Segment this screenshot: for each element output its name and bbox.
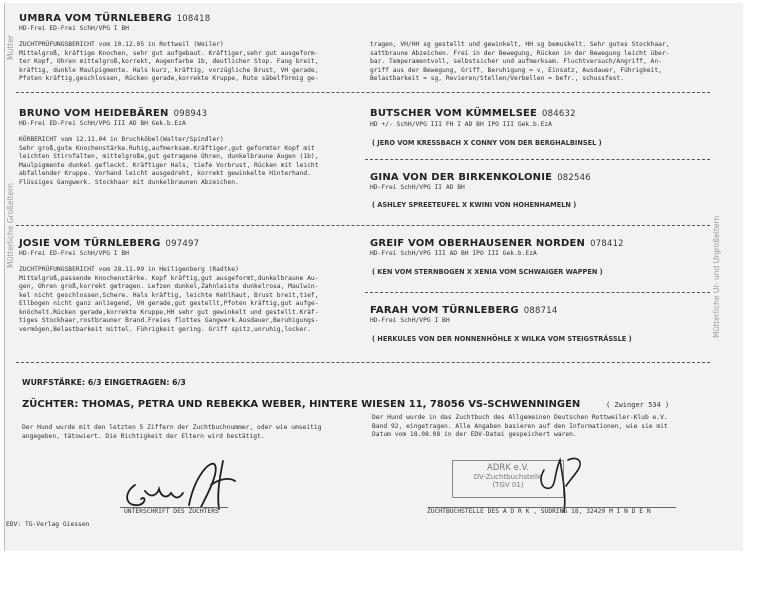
divider — [16, 362, 710, 363]
text-line: Sehr groß,gute Knochenstärke.Ruhig,aufmerksam.Kräftiger,gut geformter Kopf mit — [19, 144, 315, 152]
registry-signature-label: ZUCHTBUCHSTELLE DES A D R K , SÜDRING 18, 32429 M I N D E N — [427, 508, 651, 515]
grandfather-number: 098943 — [173, 109, 208, 119]
text-line: Pfoten kräftig,geschlossen, Rücken gerade,korrekte Kruppe, Rute säbelförmig ge- — [19, 75, 319, 82]
text-line: tiges Stockhaar,rostbrauner Brand.Freies flottes Gangwerk.Ausdauer,Beruhigungs- — [19, 317, 319, 324]
text-line: ter Kopf, Ohren mittelgroß,korrekt, Augenfarbe 1b, deutlicher Stop. Fang breit, — [19, 58, 319, 65]
breeder-row — [22, 392, 669, 411]
stamp-line: ADRK e.V. — [487, 463, 529, 473]
mother-name: UMBRA VOM TÜRNLEBERG — [19, 13, 172, 24]
grandfather-titles: HD-Frei ED-Frei SchH/VPG III AD BH Gek.b.EzA — [19, 120, 186, 127]
great-grandparent-number: 082546 — [557, 173, 591, 183]
text-line: Mittelgroß,passende Knochenstärke. Kopf kräftig,gut ausgeformt,dunkelbraune Au- — [19, 274, 319, 282]
kennel-number: ( Zwinger 534 ) — [605, 401, 670, 409]
great-grandparent-name: GREIF VOM OBERHAUSENER NORDEN — [370, 238, 586, 249]
text-line: Der Hund wurde in das Zuchtbuch des Allgemeinen Deutschen Rottweiler-Klub e.V. — [372, 414, 668, 421]
great-grandparent-parents: ( KEN VOM STERNBOGEN X XENIA VOM SCHWAIGER WAPPEN ) — [372, 268, 603, 276]
great-grandparent-number: 084632 — [542, 109, 576, 119]
great-grandparent-number: 078412 — [590, 239, 624, 249]
divider — [365, 292, 710, 293]
breeder-signature — [115, 455, 255, 515]
side-label-maternal-great-grandparents: Mütterliche Ur- und Urgroßeltern — [712, 215, 721, 338]
text-line: abfallender Kruppe. Vorhand leicht ausgedreht, korrekt gewinkelte Hinterhand. — [19, 170, 311, 177]
grandfather-name-row — [19, 108, 207, 119]
great-grandparent-titles: HD-Frei SchH/VPG III AD BH IPO III Gek.b.EzA — [370, 250, 537, 257]
great-grandparent-name-row — [370, 305, 557, 316]
note-left — [22, 424, 322, 441]
text-line: Band 92, eingetragen. Alle Angaben basieren auf den Informationen, wie sie mit — [372, 422, 668, 430]
text-line: kräftig, dunkle Maulpigmente. Hals kurz, kräftig, vorzügliche Brust, VH gerade, — [19, 66, 319, 74]
great-grandparent-number: 088714 — [523, 306, 558, 316]
text-line: Der Hund wurde mit den letzten 5 Ziffern der Zuchtbuchnummer, oder wie umseitig — [22, 424, 322, 431]
great-grandparent-name-row — [370, 238, 624, 249]
litter-size: WURFSTÄRKE: 6/3 EINGETRAGEN: 6/3 — [22, 378, 186, 387]
grandfather-report — [19, 136, 319, 187]
text-line: Maulpigmente dunkel gefleckt. Kräftiger Hals, tiefe Vorbrust, Rücken mit leicht — [19, 161, 319, 169]
grandmother-titles: HD-Frei ED-Frei SchH/VPG I BH — [19, 250, 129, 257]
mother-number: 108418 — [176, 14, 211, 24]
text-line: gen, Ohren groß,korrekt getragen. Lefzen dunkel,Zahnleiste dunkelrosa, Maulwin- — [19, 283, 319, 290]
text-line: tragen, VH/HH sg gestellt und gewinkelt, HH sg bemuskelt. Sehr gutes Stockhaar, — [370, 41, 670, 48]
grandmother-name-row — [19, 238, 199, 249]
text-line: Mittelgroß, kräftige Knochen, sehr gut aufgebaut. Kräftiger,sehr gut ausgeform- — [19, 49, 319, 57]
text-line: kel nicht geschlossen,Schere. Hals kräftig, leichte Kehlhaut, Brust breit,tief, — [19, 291, 319, 299]
side-label-maternal-grandparents: Mütterliche Großeltern — [6, 183, 15, 268]
grandmother-name: JOSIE VOM TÜRNLEBERG — [19, 238, 161, 249]
text-line: griff aus der Bewegung, Griff, Beruhigung = v, Einsatz, Ausdauer, Führigkeit, — [370, 66, 662, 74]
text-line: Ellbogen nicht ganz anliegend, VH gerade,gut gestellt,Pfoten kräftig,gut aufge- — [19, 300, 319, 307]
text-line: knöchelt.Rücken gerade,korrekte Kruppe,HH sehr gut gewinkelt und gestellt.Kräf- — [19, 308, 319, 316]
side-label-mother: Mutter — [6, 35, 15, 60]
grandmother-number: 097497 — [165, 239, 200, 249]
great-grandparent-parents: ( JERO VOM KRESSBACH X CONNY VON DER BERGHALBINSEL ) — [372, 139, 602, 147]
divider — [16, 225, 710, 226]
mother-titles: HD-Frei ED-Frei SchH/VPG I BH — [19, 25, 129, 32]
text-line: Belastbarkeit = sg, Revieren/Stellen/Verbellen = befr., schussfest. — [370, 75, 625, 82]
mother-report-right — [370, 41, 670, 84]
note-right — [372, 414, 668, 440]
breeder: ZÜCHTER: THOMAS, PETRA UND REBEKKA WEBER, HINTERE WIESEN 11, 78056 VS-SCHWENNINGEN — [22, 399, 581, 410]
mother-report-left — [19, 41, 319, 84]
grandfather-report-heading: KÖRBERICHT vom 12.11.04 in Bruchköbel(Walter/Spindler) — [19, 136, 224, 143]
grandmother-report — [19, 266, 319, 334]
great-grandparent-parents: ( HERKULES VON DER NONNENHÖHLE X WILKA VOM STEIGSTRÄSSLE ) — [372, 335, 632, 343]
text-line: Flüssiges Gangwerk. Stockhaar mit dunkelbraunen Abzeichen. — [19, 178, 239, 186]
stamp-line: DV-Zuchtbuchstelle — [473, 473, 543, 481]
breeder-signature-label: UNTERSCHRIFT DES ZÜCHTERS — [124, 508, 219, 515]
edv-label: EDV: TG-Verlag Giessen — [6, 521, 90, 528]
great-grandparent-titles: HD +/- SchH/VPG III FH I AD BH IPO III Gek.b.EzA — [370, 121, 552, 128]
mother-name-row — [19, 13, 210, 24]
grandmother-report-heading: ZUCHTPRÜFUNGSBERICHT vom 28.11.99 in Heiligenberg (Radtke) — [19, 266, 239, 273]
great-grandparent-name: FARAH VOM TÜRNLEBERG — [370, 305, 519, 316]
text-line: angegeben, tätowiert. Die Richtigkeit der Eltern wird bestätigt. — [22, 432, 265, 440]
text-line: sattbraune Abzeichen. Frei in der Bewegung, Rücken in der Bewegung leicht über- — [370, 49, 670, 57]
divider — [16, 92, 710, 93]
text-line: vermögen,Belastbarkeit mittel. Führigkeit gering. Griff spitz,unruhig,locker. — [19, 325, 311, 333]
great-grandparent-titles: HD-Frei SchH/VPG II AD BH — [370, 184, 465, 191]
great-grandparent-titles: HD-Frei SchH/VPG I BH — [370, 317, 450, 324]
text-line: leichten Stirnfalten, mittelgroße,gut getragene Ohren, dunkelbraune Augen (1b), — [19, 153, 319, 160]
great-grandparent-name-row — [370, 108, 576, 119]
great-grandparent-parents: ( ASHLEY SPREETEUFEL X KWINI VON HOHENHAMELN ) — [372, 201, 577, 209]
divider — [365, 159, 710, 160]
grandfather-name: BRUNO VOM HEIDEBÄREN — [19, 108, 169, 119]
great-grandparent-name: GINA VON DER BIRKENKOLONIE — [370, 172, 553, 183]
great-grandparent-name-row — [370, 172, 591, 183]
great-grandparent-name: BUTSCHER VOM KÜMMELSEE — [370, 108, 538, 119]
stamp-line: (TGV 01) — [492, 481, 524, 489]
mother-report-heading: ZUCHTPRÜFUNGSBERICHT vom 10.12.05 in Rottweil (Weiler) — [19, 41, 224, 48]
text-line: bar. Temperamentvoll, selbstsicher und aufmerksam. Fluchtversuch/Angriff, An- — [370, 58, 662, 65]
text-line: Datum vom 18.08.08 in der EDV-Datei gespeichert waren. — [372, 431, 577, 438]
